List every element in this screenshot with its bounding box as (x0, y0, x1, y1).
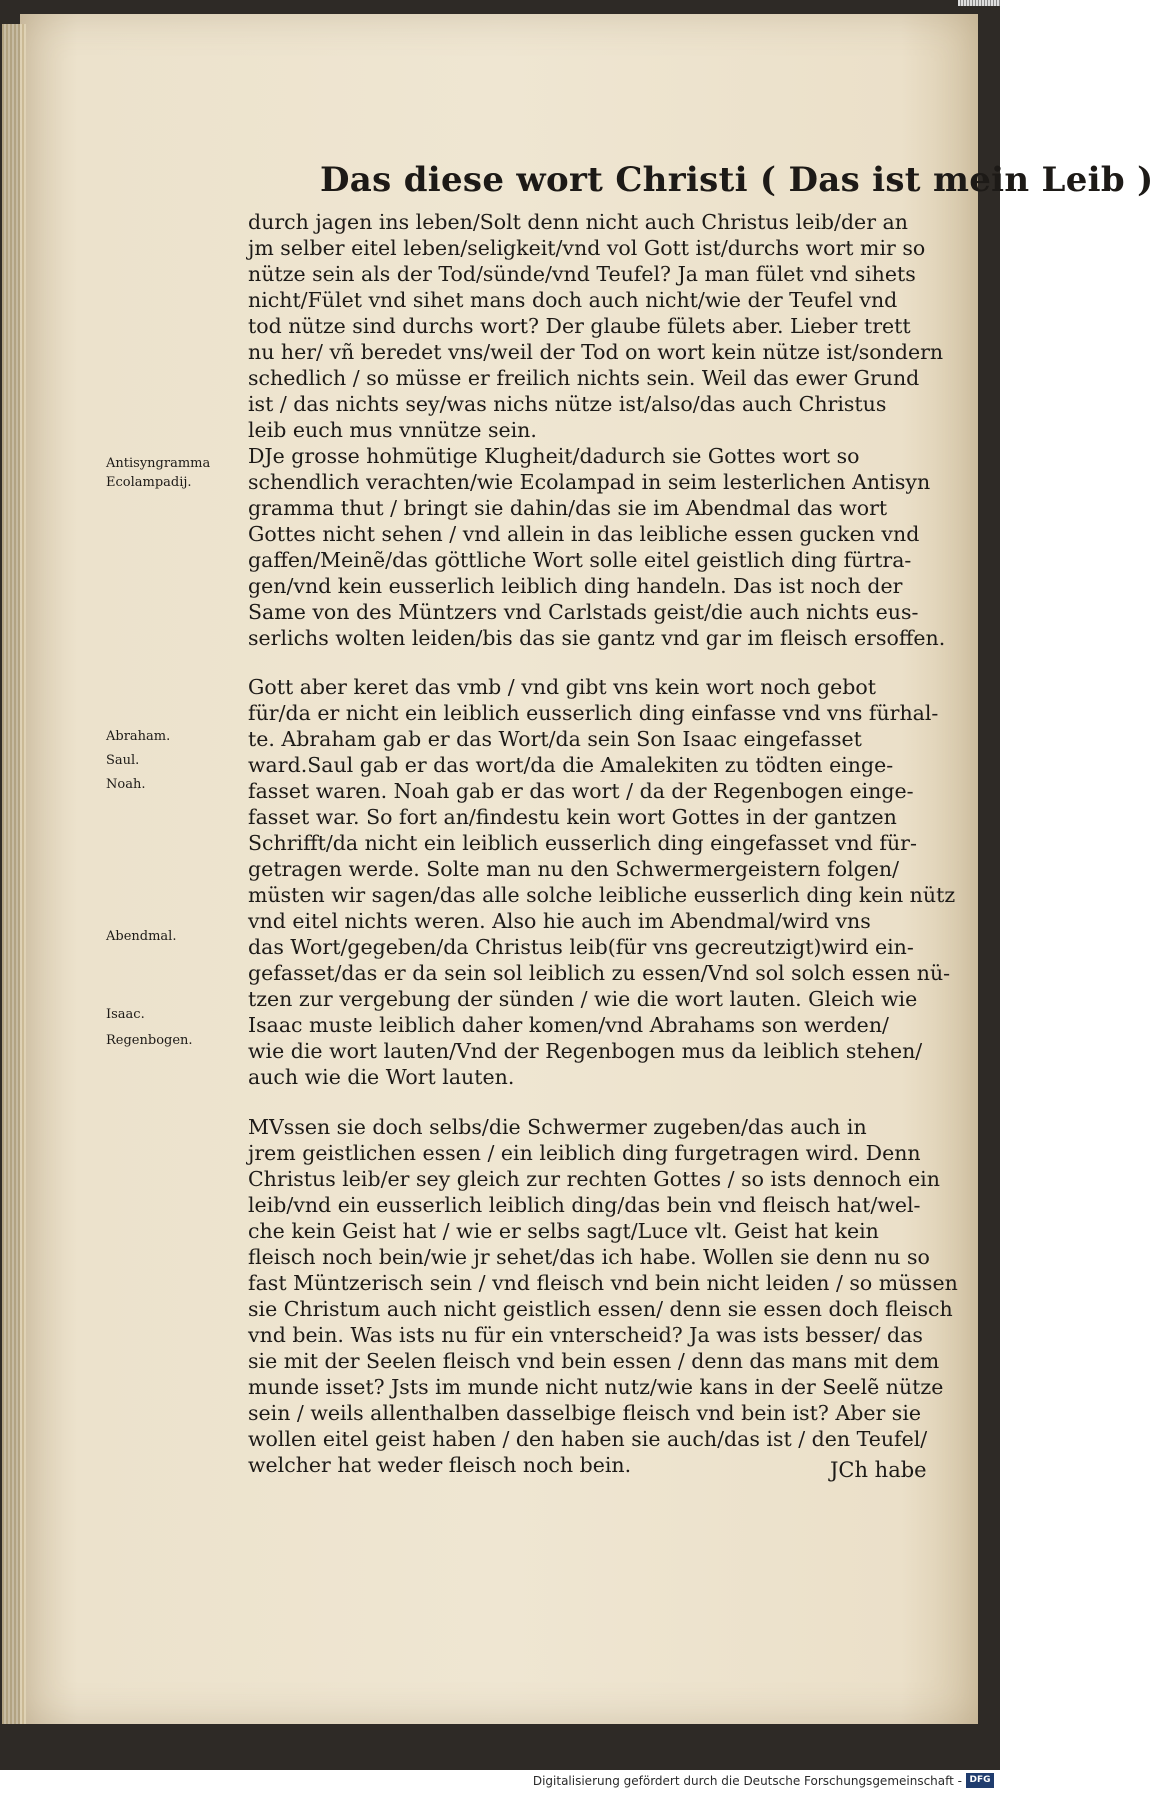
body-line: nu her/ vñ beredet vns/weil der Tod on wort kein nütze ist/sondern (248, 340, 944, 364)
margin-note: Abraham. (106, 729, 171, 744)
body-line: getragen werde. Solte man nu den Schwermergeistern folgen/ (248, 857, 900, 881)
catchword: JCh habe (830, 1458, 927, 1482)
body-line: durch jagen ins leben/Solt denn nicht auch Christus leib/der an (248, 210, 908, 234)
body-line: MVssen sie doch selbs/die Schwermer zugeben/das auch in (248, 1115, 867, 1139)
body-line: Christus leib/er sey gleich zur rechten Gottes / so ists dennoch ein (248, 1167, 940, 1191)
body-line: nicht/Fület vnd sihet mans doch auch nicht/wie der Teufel vnd (248, 288, 898, 312)
page-heading: Das diese wort Christi ( Das ist mein Leib ) (320, 160, 1153, 200)
body-line: wollen eitel geist haben / den haben sie auch/das ist / den Teufel/ (248, 1427, 928, 1451)
body-line: welcher hat weder fleisch noch bein. (248, 1453, 632, 1477)
margin-note: Ecolampadij. (106, 475, 192, 490)
body-line: für/da er nicht ein leiblich eusserlich ding einfasse vnd vns fürhal- (248, 701, 939, 725)
funding-credit: Digitalisierung gefördert durch die Deutsche Forschungsgemeinschaft - (532, 1774, 962, 1788)
color-ruler (958, 0, 1000, 6)
body-line: schedlich / so müsse er freilich nichts sein. Weil das ewer Grund (248, 366, 920, 390)
body-line: nütze sein als der Tod/sünde/vnd Teufel? Ja man fület vnd sihets (248, 262, 916, 286)
body-line: vnd bein. Was ists nu für ein vnterscheid? Ja was ists besser/ das (248, 1323, 923, 1347)
margin-note: Isaac. (106, 1007, 145, 1022)
body-line: Same von des Müntzers vnd Carlstads geist/die auch nichts eus- (248, 600, 919, 624)
dfg-logo: DFG (966, 1773, 994, 1788)
body-line: sie mit der Seelen fleisch vnd bein essen / denn das mans mit dem (248, 1349, 940, 1373)
body-line: auch wie die Wort lauten. (248, 1065, 515, 1089)
body-line: Gott aber keret das vmb / vnd gibt vns kein wort noch gebot (248, 675, 876, 699)
body-line: fasset war. So fort an/findestu kein wort Gottes in der gantzen (248, 805, 897, 829)
body-line: Isaac muste leiblich daher komen/vnd Abrahams son werden/ (248, 1013, 889, 1037)
body-line: Gottes nicht sehen / vnd allein in das leibliche essen gucken vnd (248, 522, 920, 546)
body-line: munde isset? Jsts im munde nicht nutz/wie kans in der Seelẽ nütze (248, 1375, 944, 1399)
body-line: ward.Saul gab er das wort/da die Amalekiten zu tödten einge- (248, 753, 894, 777)
body-line: serlichs wolten leiden/bis das sie gantz vnd gar im fleisch ersoffen. (248, 626, 946, 650)
body-line: gen/vnd kein eusserlich leiblich ding handeln. Das ist noch der (248, 574, 903, 598)
body-line: te. Abraham gab er das Wort/da sein Son Isaac eingefasset (248, 727, 862, 751)
body-line: fasset waren. Noah gab er das wort / da der Regenbogen einge- (248, 779, 914, 803)
body-line: Schrifft/da nicht ein leiblich eusserlich ding eingefasset vnd für- (248, 831, 917, 855)
body-line: gefasset/das er da sein sol leiblich zu essen/Vnd sol solch essen nü- (248, 961, 951, 985)
margin-note: Regenbogen. (106, 1033, 193, 1048)
body-line: DJe grosse hohmütige Klugheit/dadurch sie Gottes wort so (248, 444, 860, 468)
body-line: wie die wort lauten/Vnd der Regenbogen mus da leiblich stehen/ (248, 1039, 923, 1063)
body-line: fast Müntzerisch sein / vnd fleisch vnd bein nicht leiden / so müssen (248, 1271, 958, 1295)
body-line: müsten wir sagen/das alle solche leibliche eusserlich ding kein nütz (248, 883, 956, 907)
body-line: das Wort/gegeben/da Christus leib(für vns gecreutzigt)wird ein- (248, 935, 914, 959)
body-line: sein / weils allenthalben dasselbige fleisch vnd bein ist? Aber sie (248, 1401, 922, 1425)
body-line: tod nütze sind durchs wort? Der glaube fülets aber. Lieber trett (248, 314, 911, 338)
body-line: tzen zur vergebung der sünden / wie die wort lauten. Gleich wie (248, 987, 918, 1011)
body-line: vnd eitel nichts weren. Also hie auch im Abendmal/wird vns (248, 909, 871, 933)
body-line: che kein Geist hat / wie er selbs sagt/Luce vlt. Geist hat kein (248, 1219, 879, 1243)
page-stack-edge (2, 24, 26, 1724)
body-line: jrem geistlichen essen / ein leiblich ding furgetragen wird. Denn (248, 1141, 921, 1165)
body-line: gramma thut / bringt sie dahin/das sie im Abendmal das wort (248, 496, 888, 520)
body-line: gaffen/Meinẽ/das göttliche Wort solle eitel geistlich ding fürtra- (248, 548, 912, 572)
margin-note: Antisyngramma (106, 456, 211, 471)
body-line: leib/vnd ein eusserlich leiblich ding/das bein vnd fleisch hat/wel- (248, 1193, 921, 1217)
body-line: fleisch noch bein/wie jr sehet/das ich habe. Wollen sie denn nu so (248, 1245, 930, 1269)
body-line: ist / das nichts sey/was nichs nütze ist/also/das auch Christus (248, 392, 887, 416)
body-line: jm selber eitel leben/seligkeit/vnd vol Gott ist/durchs wort mir so (248, 236, 926, 260)
body-line: sie Christum auch nicht geistlich essen/ denn sie essen doch fleisch (248, 1297, 953, 1321)
margin-note: Noah. (106, 777, 146, 792)
margin-note: Saul. (106, 753, 140, 768)
body-line: schendlich verachten/wie Ecolampad in seim lesterlichen Antisyn (248, 470, 931, 494)
margin-note: Abendmal. (106, 929, 177, 944)
body-line: leib euch mus vnnütze sein. (248, 418, 537, 442)
